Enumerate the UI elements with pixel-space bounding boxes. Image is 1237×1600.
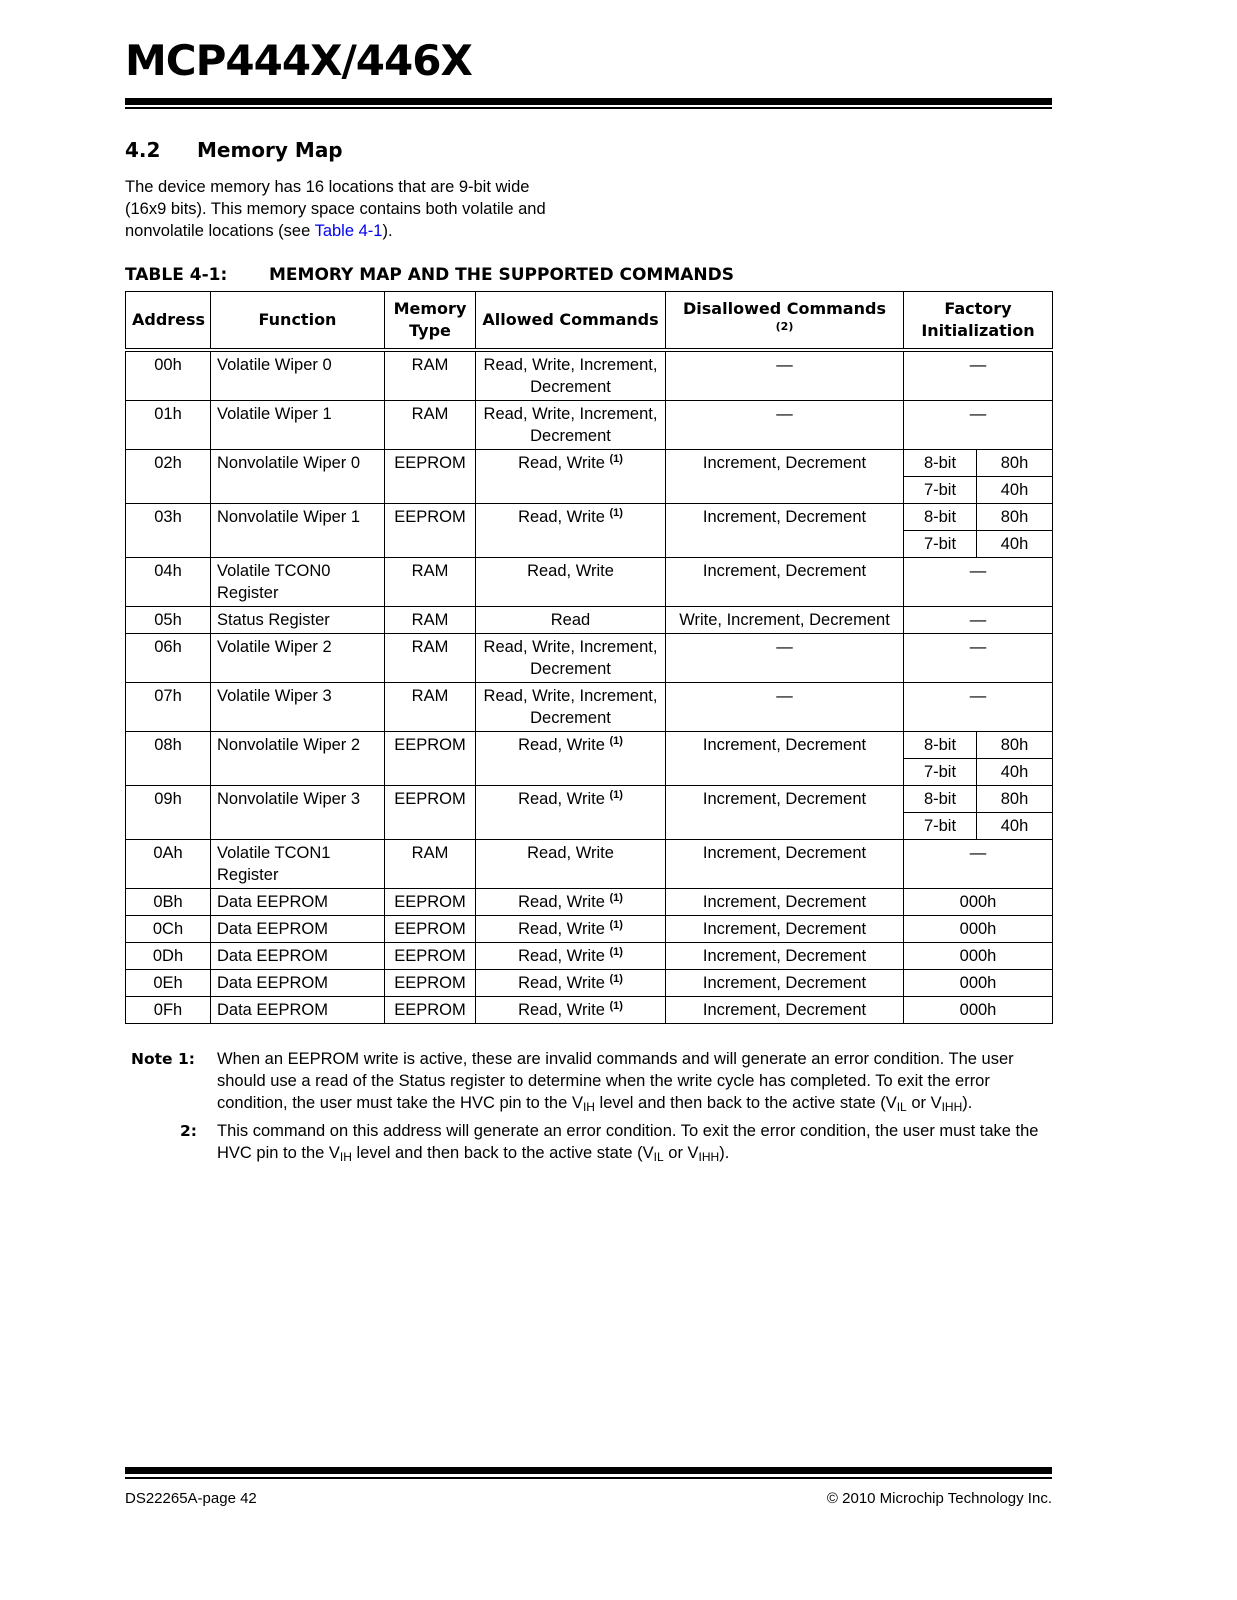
cell-init-width: 8-bit (904, 504, 977, 531)
cell-allowed (476, 558, 666, 607)
table-header-row (126, 292, 1053, 351)
allowed-note: (1) (609, 946, 623, 958)
intro-text: The device memory has 16 locations that are 9-bit wide (16x9 bits). This memory space contains both volatile and nonvolatile locations (see (125, 178, 546, 240)
allowed-text: Read (550, 611, 591, 629)
allowed-note: (1) (609, 789, 623, 801)
allowed-text: Read, Write, Increment, Decrement (483, 405, 658, 445)
allowed-text: Read, Write (518, 974, 605, 992)
table-row (126, 683, 1053, 732)
footer-page: DS22265A-page 42 (125, 1490, 257, 1507)
cell-address: 0Bh (126, 889, 211, 916)
cell-init-value: 80h (977, 786, 1053, 813)
cell-address: 04h (126, 558, 211, 607)
document-title: MCP444X/446X (125, 36, 472, 85)
table-row (126, 970, 1053, 997)
allowed-note: (1) (609, 919, 623, 931)
cell-disallowed: — (666, 634, 904, 683)
cell-function: Volatile Wiper 3 (211, 683, 385, 732)
cell-allowed (476, 970, 666, 997)
allowed-note: (1) (609, 1000, 623, 1012)
cell-init: 000h (904, 943, 1053, 970)
allowed-note: (1) (609, 735, 623, 747)
cell-disallowed: Increment, Decrement (666, 970, 904, 997)
cell-allowed (476, 401, 666, 450)
cell-memory-type: RAM (385, 401, 476, 450)
cell-function: Nonvolatile Wiper 3 (211, 786, 385, 840)
cell-init: — (904, 683, 1053, 732)
cell-init: — (904, 401, 1053, 450)
table-caption (125, 265, 734, 285)
cell-function: Data EEPROM (211, 997, 385, 1024)
allowed-text: Read, Write (518, 736, 605, 754)
cell-memory-type: EEPROM (385, 786, 476, 840)
cell-function: Data EEPROM (211, 943, 385, 970)
cell-memory-type: EEPROM (385, 943, 476, 970)
cell-allowed (476, 634, 666, 683)
cell-init: — (904, 607, 1053, 634)
cell-disallowed: Increment, Decrement (666, 997, 904, 1024)
allowed-text: Read, Write (527, 844, 614, 862)
cell-address: 0Ah (126, 840, 211, 889)
cell-memory-type: RAM (385, 683, 476, 732)
table-caption-number: TABLE 4-1: (125, 265, 228, 285)
cell-address: 09h (126, 786, 211, 840)
cell-function: Data EEPROM (211, 970, 385, 997)
note-2-text: This command on this address will generate an error condition. To exit the error condition, the user must take the HVC pin to the $V_{IH}$ level and then back to the active state ($V_{IL}$ or $V_{IHH}$). (217, 1122, 1039, 1164)
cell-memory-type: EEPROM (385, 997, 476, 1024)
cell-memory-type: EEPROM (385, 970, 476, 997)
cell-init-value: 40h (977, 477, 1053, 504)
header-allowed: Allowed Commands (476, 292, 666, 351)
table-row (126, 401, 1053, 450)
cell-init: — (904, 558, 1053, 607)
cell-disallowed: Increment, Decrement (666, 916, 904, 943)
cell-allowed (476, 997, 666, 1024)
cell-allowed (476, 840, 666, 889)
cell-address: 0Eh (126, 970, 211, 997)
footer-rule-thin (125, 1477, 1052, 1479)
allowed-text: Read, Write (527, 562, 614, 580)
cell-allowed (476, 889, 666, 916)
section-number: 4.2 (125, 138, 161, 162)
cell-init: 000h (904, 916, 1053, 943)
cell-init-width: 7-bit (904, 477, 977, 504)
cell-memory-type: EEPROM (385, 732, 476, 786)
cell-init-width: 8-bit (904, 732, 977, 759)
cell-function: Volatile Wiper 1 (211, 401, 385, 450)
cell-init-value: 40h (977, 759, 1053, 786)
allowed-text: Read, Write, Increment, Decrement (483, 356, 658, 396)
section-heading (125, 138, 343, 162)
cell-memory-type: RAM (385, 840, 476, 889)
cell-allowed (476, 683, 666, 732)
cell-init-value: 80h (977, 732, 1053, 759)
cell-init-width: 7-bit (904, 531, 977, 558)
header-address: Address (126, 292, 211, 351)
cell-disallowed: Increment, Decrement (666, 840, 904, 889)
header-memory-type: Memory Type (385, 292, 476, 351)
cell-disallowed: — (666, 350, 904, 401)
table-row (126, 732, 1053, 759)
header-function: Function (211, 292, 385, 351)
cell-init-value: 80h (977, 450, 1053, 477)
cell-address: 07h (126, 683, 211, 732)
cell-allowed (476, 732, 666, 786)
cell-disallowed: Increment, Decrement (666, 786, 904, 840)
table-row (126, 634, 1053, 683)
table-link[interactable]: Table 4-1 (314, 222, 383, 240)
cell-function: Data EEPROM (211, 889, 385, 916)
cell-function: Nonvolatile Wiper 1 (211, 504, 385, 558)
table-caption-title: MEMORY MAP AND THE SUPPORTED COMMANDS (269, 265, 734, 285)
allowed-text: Read, Write, Increment, Decrement (483, 687, 658, 727)
cell-disallowed: Increment, Decrement (666, 558, 904, 607)
cell-memory-type: RAM (385, 350, 476, 401)
cell-address: 0Ch (126, 916, 211, 943)
cell-memory-type: EEPROM (385, 450, 476, 504)
cell-memory-type: RAM (385, 558, 476, 607)
cell-allowed (476, 943, 666, 970)
section-title: Memory Map (197, 138, 343, 162)
table-row (126, 504, 1053, 531)
cell-function: Volatile Wiper 0 (211, 350, 385, 401)
cell-function: Data EEPROM (211, 916, 385, 943)
cell-init: 000h (904, 997, 1053, 1024)
cell-allowed (476, 450, 666, 504)
allowed-text: Read, Write (518, 454, 605, 472)
cell-function: Status Register (211, 607, 385, 634)
cell-init-width: 8-bit (904, 786, 977, 813)
footer-copyright: © 2010 Microchip Technology Inc. (826, 1490, 1052, 1507)
table-notes (125, 1048, 1052, 1170)
cell-init-value: 40h (977, 531, 1053, 558)
cell-memory-type: RAM (385, 607, 476, 634)
allowed-text: Read, Write (518, 920, 605, 938)
cell-disallowed: Increment, Decrement (666, 889, 904, 916)
allowed-text: Read, Write (518, 790, 605, 808)
allowed-note: (1) (609, 507, 623, 519)
cell-address: 06h (126, 634, 211, 683)
note-2-label: 2: (180, 1122, 197, 1140)
header-disallowed-label: Disallowed Commands (683, 299, 886, 318)
intro-paragraph (125, 176, 555, 242)
cell-memory-type: EEPROM (385, 504, 476, 558)
cell-allowed (476, 350, 666, 401)
allowed-text: Read, Write (518, 893, 605, 911)
allowed-text: Read, Write (518, 947, 605, 965)
cell-allowed (476, 504, 666, 558)
cell-disallowed: Increment, Decrement (666, 732, 904, 786)
table-row (126, 916, 1053, 943)
allowed-note: (1) (609, 892, 623, 904)
header-disallowed (666, 292, 904, 351)
allowed-text: Read, Write (518, 508, 605, 526)
cell-function: Volatile TCON1 Register (211, 840, 385, 889)
cell-memory-type: RAM (385, 634, 476, 683)
table-row (126, 840, 1053, 889)
cell-address: 0Dh (126, 943, 211, 970)
cell-address: 01h (126, 401, 211, 450)
cell-init: 000h (904, 889, 1053, 916)
cell-init: — (904, 350, 1053, 401)
cell-init-value: 40h (977, 813, 1053, 840)
allowed-note: (1) (609, 453, 623, 465)
table-row (126, 607, 1053, 634)
intro-end: ). (382, 222, 393, 240)
allowed-text: Read, Write, Increment, Decrement (483, 638, 658, 678)
header-disallowed-note: (2) (775, 320, 794, 333)
table-row (126, 997, 1053, 1024)
cell-disallowed: — (666, 683, 904, 732)
table-row (126, 889, 1053, 916)
cell-function: Nonvolatile Wiper 2 (211, 732, 385, 786)
table-row (126, 350, 1053, 401)
header-rule (125, 98, 1052, 105)
cell-init-width: 8-bit (904, 450, 977, 477)
table-row (126, 450, 1053, 477)
footer-rule (125, 1467, 1052, 1474)
table-row (126, 558, 1053, 607)
allowed-note: (1) (609, 973, 623, 985)
cell-function: Volatile Wiper 2 (211, 634, 385, 683)
cell-address: 00h (126, 350, 211, 401)
cell-init-value: 80h (977, 504, 1053, 531)
cell-init-width: 7-bit (904, 759, 977, 786)
cell-disallowed: Increment, Decrement (666, 504, 904, 558)
cell-address: 0Fh (126, 997, 211, 1024)
header-factory: Factory Initialization (904, 292, 1053, 351)
cell-init: — (904, 840, 1053, 889)
cell-disallowed: Increment, Decrement (666, 450, 904, 504)
cell-address: 02h (126, 450, 211, 504)
allowed-text: Read, Write (518, 1001, 605, 1019)
note-1-text: When an EEPROM write is active, these are invalid commands and will generate an error condition. The user should use a read of the Status register to determine when the write cycle has completed. To exit the error condition, the user must take the HVC pin to the $V_{IH}$ level and then back to the active state ($V_{IL}$ or $V_{IHH}$). (217, 1050, 1014, 1114)
cell-disallowed: — (666, 401, 904, 450)
cell-allowed (476, 786, 666, 840)
cell-init: — (904, 634, 1053, 683)
cell-memory-type: EEPROM (385, 889, 476, 916)
cell-address: 03h (126, 504, 211, 558)
header-rule-thin (125, 107, 1052, 109)
cell-function: Nonvolatile Wiper 0 (211, 450, 385, 504)
table-row (126, 943, 1053, 970)
cell-allowed (476, 607, 666, 634)
cell-disallowed: Write, Increment, Decrement (666, 607, 904, 634)
note-1 (125, 1048, 1052, 1118)
cell-address: 05h (126, 607, 211, 634)
cell-address: 08h (126, 732, 211, 786)
cell-init: 000h (904, 970, 1053, 997)
memory-map-table (125, 291, 1053, 1024)
cell-disallowed: Increment, Decrement (666, 943, 904, 970)
note-1-label: Note 1: (131, 1050, 195, 1068)
cell-function: Volatile TCON0 Register (211, 558, 385, 607)
cell-allowed (476, 916, 666, 943)
note-2 (125, 1120, 1052, 1168)
table-row (126, 786, 1053, 813)
cell-init-width: 7-bit (904, 813, 977, 840)
cell-memory-type: EEPROM (385, 916, 476, 943)
